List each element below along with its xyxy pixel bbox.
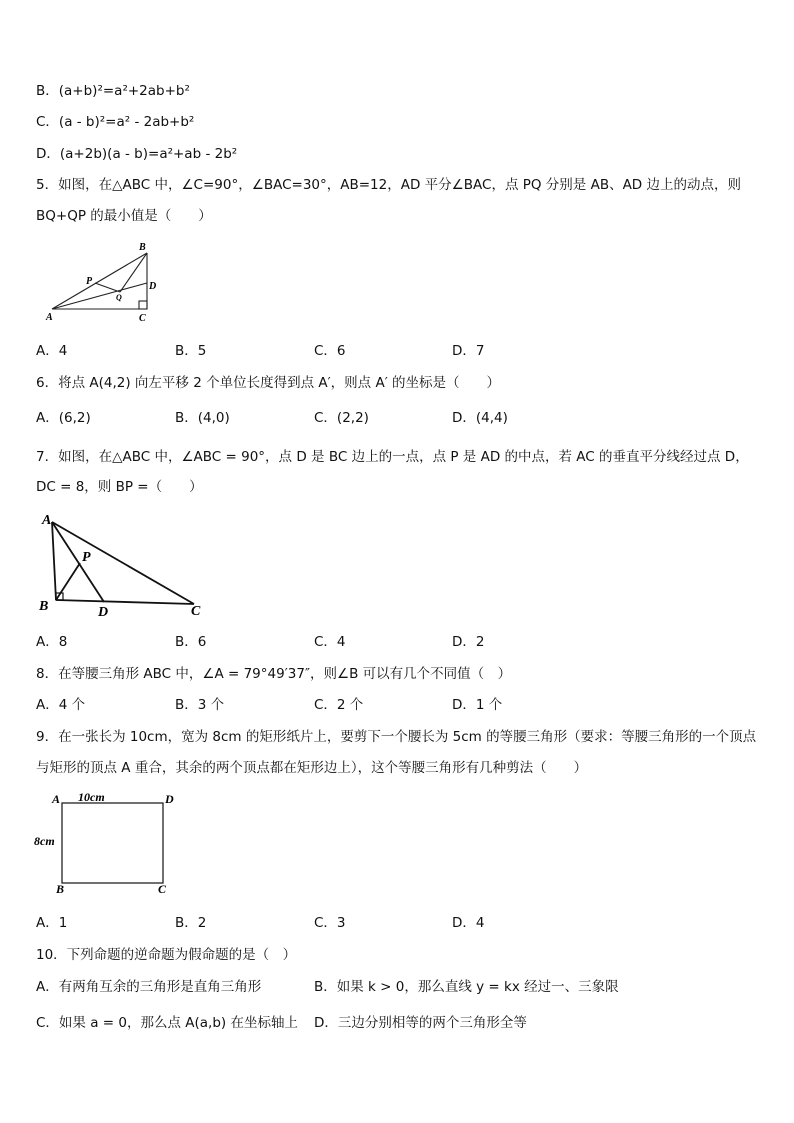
q6-option-a: A．(6,2) — [36, 410, 91, 426]
q9-option-b: B．2 — [175, 915, 207, 931]
q9-label-c: C — [158, 882, 167, 896]
q9-text-line1: 9．在一张长为 10cm，宽为 8cm 的矩形纸片上，要剪下一个腰长为 5cm 的等腰三角形（要求：等腰三角形的一个顶点 — [36, 729, 757, 745]
q5-label-c: C — [139, 313, 146, 324]
q6-option-d: D．(4,4) — [452, 410, 508, 426]
q9-figure — [32, 788, 182, 900]
q7-label-c: C — [191, 604, 201, 619]
q7-figure — [36, 508, 211, 620]
q4-option-b: B．(a+b)²=a²+2ab+b² — [36, 83, 190, 99]
q5-label-p: P — [86, 276, 93, 287]
q7-option-d: D．2 — [452, 634, 485, 650]
q5-option-b: B．5 — [175, 343, 207, 359]
q4-option-d: D．(a+2b)(a - b)=a²+ab - 2b² — [36, 146, 238, 162]
q10-text: 10．下列命题的逆命题为假命题的是（ ） — [36, 947, 297, 963]
q5-text-line1: 5．如图，在△ABC 中，∠C=90°，∠BAC=30°，AB=12，AD 平分∠BAC，点 PQ 分别是 AB、AD 边上的动点，则 — [36, 177, 741, 193]
q9-option-c: C．3 — [314, 915, 346, 931]
q9-label-a: A — [52, 792, 61, 806]
q10-option-a: A．有两角互余的三角形是直角三角形 — [36, 979, 262, 995]
q7-option-b: B．6 — [175, 634, 207, 650]
q7-label-a: A — [42, 513, 52, 528]
q5-label-a: A — [46, 312, 53, 323]
q6-option-b: B．(4,0) — [175, 410, 230, 426]
q8-option-d: D．1 个 — [452, 697, 503, 713]
q6-option-c: C．(2,2) — [314, 410, 369, 426]
q7-text-line1: 7．如图，在△ABC 中，∠ABC = 90°，点 D 是 BC 边上的一点，点 P 是 AD 的中点，若 AC 的垂直平分线经过点 D， — [36, 449, 749, 465]
q7-label-b: B — [39, 599, 49, 614]
q10-option-b: B．如果 k > 0，那么直线 y = kx 经过一、三象限 — [314, 979, 619, 995]
q5-label-q: Q — [116, 293, 122, 302]
q10-option-c: C．如果 a = 0，那么点 A(a,b) 在坐标轴上 — [36, 1015, 298, 1031]
q5-option-c: C．6 — [314, 343, 346, 359]
q6-text: 6．将点 A(4,2) 向左平移 2 个单位长度得到点 A′，则点 A′ 的坐标是（ ） — [36, 375, 501, 391]
q9-label-d: D — [165, 792, 174, 806]
q5-label-d: D — [149, 281, 157, 292]
q7-text-line2: DC = 8，则 BP =（ ） — [36, 479, 203, 495]
q7-label-d: D — [98, 605, 109, 620]
q7-option-a: A．8 — [36, 634, 68, 650]
q9-text-line2: 与矩形的顶点 A 重合，其余的两个顶点都在矩形边上），这个等腰三角形有几种剪法（ ） — [36, 760, 588, 776]
q9-label-b: B — [56, 882, 65, 896]
q10-option-d: D．三边分别相等的两个三角形全等 — [314, 1015, 527, 1031]
q5-option-d: D．7 — [452, 343, 485, 359]
q8-option-c: C．2 个 — [314, 697, 364, 713]
q5-option-a: A．4 — [36, 343, 68, 359]
q9-option-a: A．1 — [36, 915, 68, 931]
q8-option-b: B．3 个 — [175, 697, 225, 713]
q9-label-width: 10cm — [78, 790, 105, 804]
q8-option-a: A．4 个 — [36, 697, 86, 713]
q8-text: 8．在等腰三角形 ABC 中，∠A = 79°49′37″，则∠B 可以有几个不同值（ ） — [36, 666, 512, 682]
q4-option-c: C．(a - b)²=a² - 2ab+b² — [36, 114, 195, 130]
q7-option-c: C．4 — [314, 634, 346, 650]
q5-text-line2: BQ+QP 的最小值是（ ） — [36, 208, 212, 224]
q7-label-p: P — [82, 550, 91, 565]
q9-label-height: 8cm — [34, 834, 55, 848]
q9-option-d: D．4 — [452, 915, 485, 931]
q5-label-b: B — [139, 242, 146, 253]
q5-figure — [40, 238, 170, 328]
